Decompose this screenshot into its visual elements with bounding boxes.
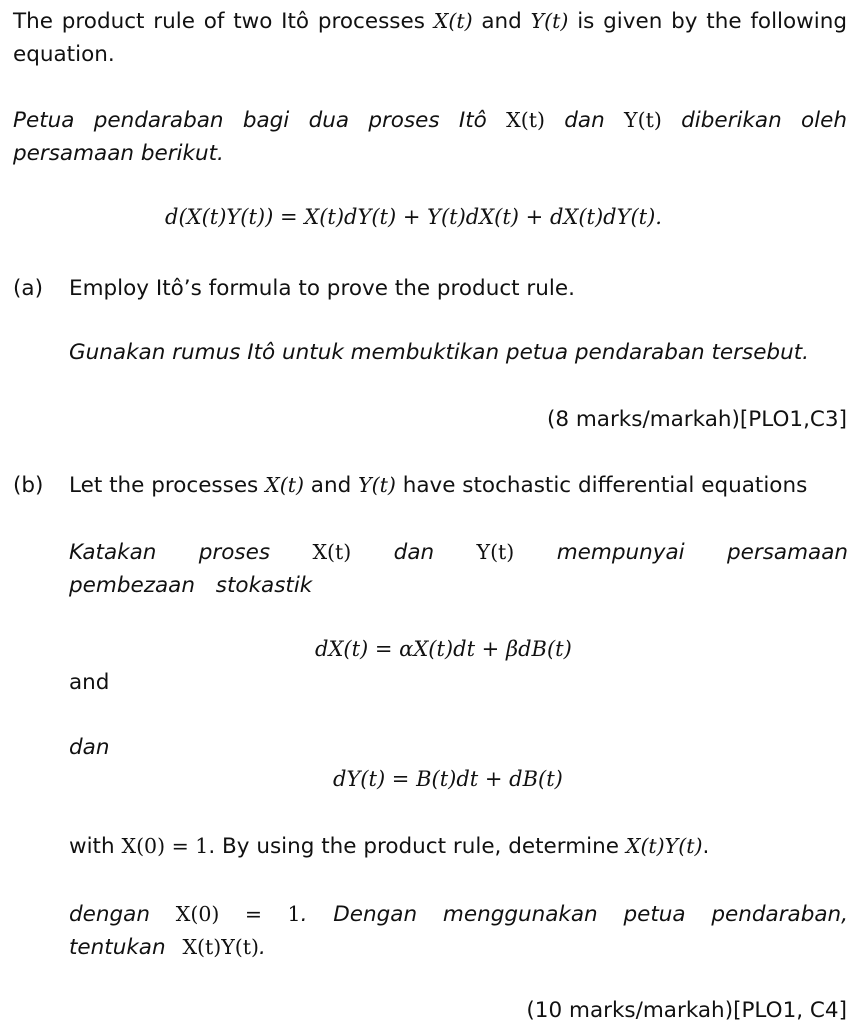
product-rule-equation: d(X(t)Y(t)) = X(t)dY(t) + Y(t)dX(t) + dX(t)dY(t). <box>165 205 662 229</box>
part-a-english: Employ Itô’s formula to prove the product rule. <box>69 276 575 301</box>
part-a-marks: (8 marks/markah)[PLO1,C3] <box>546 407 847 432</box>
math-x0: X(0) = 1 <box>121 834 209 858</box>
part-a-label: (a) <box>13 276 43 301</box>
math-y-t-my: Y(t) <box>624 108 662 132</box>
with-my-text-2: . Dengan menggunakan petua pendaraban, tentukan <box>69 902 848 960</box>
with-my-end: . <box>259 935 266 960</box>
with-malay <box>69 898 848 964</box>
intro-english <box>13 5 847 71</box>
sde-x-equation: dX(t) = αX(t)dt + βdB(t) <box>315 637 572 661</box>
part-b-en-text-2: have stochastic differential equations <box>402 473 808 498</box>
part-a-malay: Gunakan rumus Itô untuk membuktikan petua pendaraban tersebut. <box>69 340 809 365</box>
math-y-t: Y(t) <box>530 9 569 33</box>
intro-en-text-1: The product rule of two Itô processes <box>13 9 425 34</box>
and-line: and <box>69 670 110 695</box>
intro-en-text-2: is given by the following equation. <box>13 9 848 67</box>
with-my-text-1: dengan <box>69 902 150 927</box>
intro-malay <box>13 104 847 170</box>
with-english <box>69 834 709 859</box>
math-x0-my: X(0) = 1 <box>175 902 301 926</box>
math-y-t-b: Y(t) <box>358 473 396 497</box>
intro-dan: dan <box>564 108 605 133</box>
with-en-text-1: with <box>69 834 115 859</box>
part-b-and: and <box>310 473 352 498</box>
math-y-t-b-my: Y(t) <box>476 540 515 564</box>
with-en-end: . <box>702 834 710 859</box>
part-b-malay <box>69 536 848 602</box>
intro-my-text-1: Petua pendaraban bagi dua proses Itô <box>13 108 487 133</box>
part-b-my-text-2: mempunyai persamaan pembezaan stokastik <box>69 540 849 598</box>
part-b-my-text-1: Katakan proses <box>69 540 271 565</box>
math-x-t: X(t) <box>433 9 473 33</box>
dan-line: dan <box>69 735 110 760</box>
math-xt-yt: X(t)Y(t) <box>625 834 703 858</box>
intro-my-text-2: diberikan oleh persamaan berikut. <box>13 108 847 166</box>
part-b-dan: dan <box>393 540 435 565</box>
part-b-en-text-1: Let the processes <box>69 473 259 498</box>
sde-y-equation: dY(t) = B(t)dt + dB(t) <box>333 767 563 791</box>
math-x-t-b: X(t) <box>265 473 304 497</box>
math-xt-yt-my: X(t)Y(t) <box>182 935 260 959</box>
math-x-t-b-my: X(t) <box>312 540 352 564</box>
part-b-marks: (10 marks/markah)[PLO1, C4] <box>526 998 847 1023</box>
part-b-label: (b) <box>13 473 44 498</box>
math-x-t-my: X(t) <box>506 108 545 132</box>
part-b-english <box>69 473 807 498</box>
with-en-text-2: . By using the product rule, determine <box>208 834 619 859</box>
intro-and: and <box>481 9 522 34</box>
